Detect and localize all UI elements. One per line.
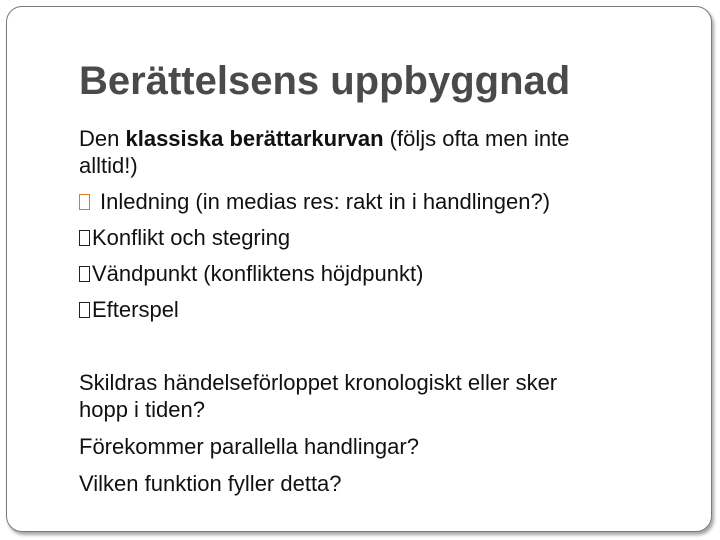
bullet-item (79, 188, 679, 215)
bullet-text: Efterspel (92, 297, 179, 322)
question-paragraph (79, 369, 679, 423)
bullet-item (79, 224, 679, 251)
bullet-item (79, 260, 679, 287)
intro-bold-term: klassiska berättarkurvan (125, 126, 384, 151)
bullet-text: Konflikt och stegring (92, 225, 291, 250)
missing-glyph-box-icon (79, 302, 90, 318)
slide-frame (6, 6, 712, 532)
intro-suffix: (följs ofta men inte (383, 126, 570, 151)
question-paragraph: Förekommer parallella handlingar? (79, 434, 419, 459)
bullet-text: Vändpunkt (konfliktens höjdpunkt) (92, 261, 424, 286)
bullet-text: Inledning (in medias res: rakt in i handlingen?) (100, 189, 551, 214)
intro-prefix: Den (79, 126, 126, 151)
bullet-item (79, 296, 679, 323)
question-line1: Skildras händelseförloppet kronologiskt eller sker (79, 370, 558, 395)
intro-line2: alltid!) (79, 153, 138, 178)
intro-paragraph (79, 125, 679, 179)
question-line2: hopp i tiden? (79, 397, 205, 422)
slide-body (79, 125, 679, 497)
missing-glyph-box-icon (79, 194, 90, 210)
missing-glyph-box-icon (79, 266, 90, 282)
missing-glyph-box-icon (79, 230, 90, 246)
question-paragraph: Vilken funktion fyller detta? (79, 471, 342, 496)
slide-title: Berättelsens uppbyggnad (79, 59, 571, 103)
